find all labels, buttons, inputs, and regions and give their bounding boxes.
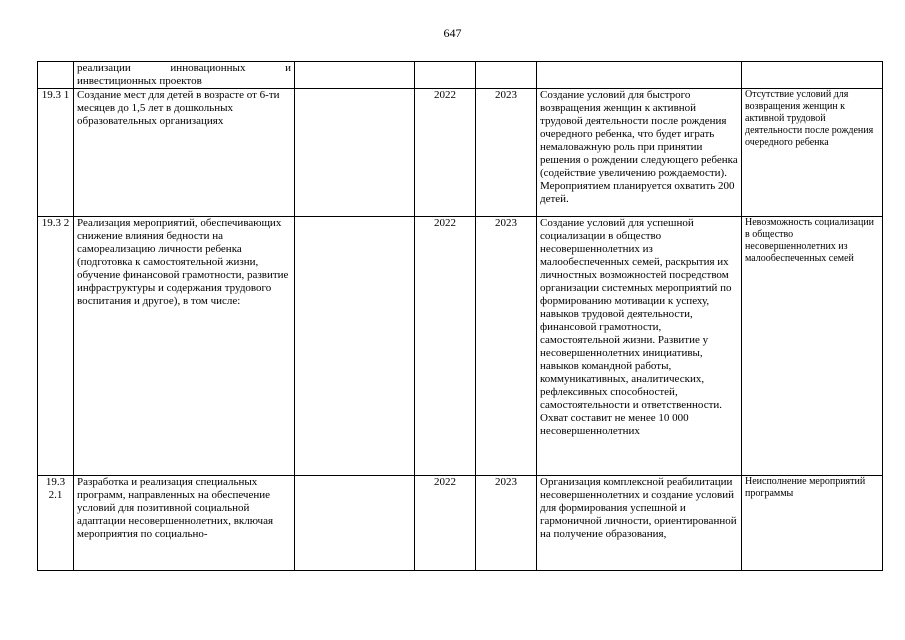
table-row [38, 217, 883, 476]
start-year: 2022 [415, 217, 476, 476]
table-row [38, 62, 883, 89]
risk-consequence [742, 62, 883, 89]
row-number: 19.3 2 [38, 217, 74, 476]
end-year [476, 62, 537, 89]
end-year: 2023 [476, 89, 537, 217]
risk-consequence: Невозможность социализации в общество несовершеннолетних из малообеспеченных семей [742, 217, 883, 476]
start-year [415, 62, 476, 89]
risk-consequence: Неисполнение мероприятий программы [742, 476, 883, 571]
measures-table [37, 61, 883, 571]
measure-name: Реализация мероприятий, обеспечивающих снижение влияния бедности на самореализацию личности ребенка (подготовка к самостоятельной жизни, обучение финансовой грамотности, развитие инфраструктуры и содержания трудового воспитания и другое), в том числе: [74, 217, 295, 476]
expected-result [537, 62, 742, 89]
end-year: 2023 [476, 476, 537, 571]
empty-cell [295, 89, 415, 217]
expected-result: Организация комплексной реабилитации несовершеннолетних и создание условий для формирования успешной и гармоничной личности, ориентированной на получение образования, [537, 476, 742, 571]
table-row [38, 476, 883, 571]
start-year: 2022 [415, 89, 476, 217]
row-number: 19.3 1 [38, 89, 74, 217]
empty-cell [295, 476, 415, 571]
start-year: 2022 [415, 476, 476, 571]
measure-name: Создание мест для детей в возрасте от 6-ти месяцев до 1,5 лет в дошкольных образовательных организациях [74, 89, 295, 217]
table-row [38, 89, 883, 217]
measure-name: Разработка и реализация специальных программ, направленных на обеспечение условий для позитивной социальной адаптации несовершеннолетних, включая мероприятия по социально- [74, 476, 295, 571]
empty-cell [295, 217, 415, 476]
end-year: 2023 [476, 217, 537, 476]
row-number [38, 62, 74, 89]
expected-result: Создание условий для успешной социализации в общество несовершеннолетних из малообеспеченных семей, раскрытия их личностных возможностей посредством организации системных мероприятий по формированию мотивации к успеху, навыков трудовой деятельности, финансовой грамотности, самостоятельной жизни. Развитие у несовершеннолетних инициативы, навыков командной работы, коммуникативных, аналитических, рефлексивных способностей, самостоятельности и ответственности. Охват составит не менее 10 000 несовершеннолетних [537, 217, 742, 476]
page-number: 647 [443, 26, 462, 40]
expected-result: Создание условий для быстрого возвращения женщин к активной трудовой деятельности после рождения очередного ребенка, что будет играть немаловажную роль при принятии решения о рождении следующего ребенка (содействие увеличению рождаемости). Мероприятием планируется охватить 200 детей. [537, 89, 742, 217]
risk-consequence: Отсутствие условий для возвращения женщин к активной трудовой деятельности после рождения очередного ребенка [742, 89, 883, 217]
empty-cell [295, 62, 415, 89]
row-number: 19.3 2.1 [38, 476, 74, 571]
measure-name: реализации инновационных и инвестиционных проектов [74, 62, 295, 89]
